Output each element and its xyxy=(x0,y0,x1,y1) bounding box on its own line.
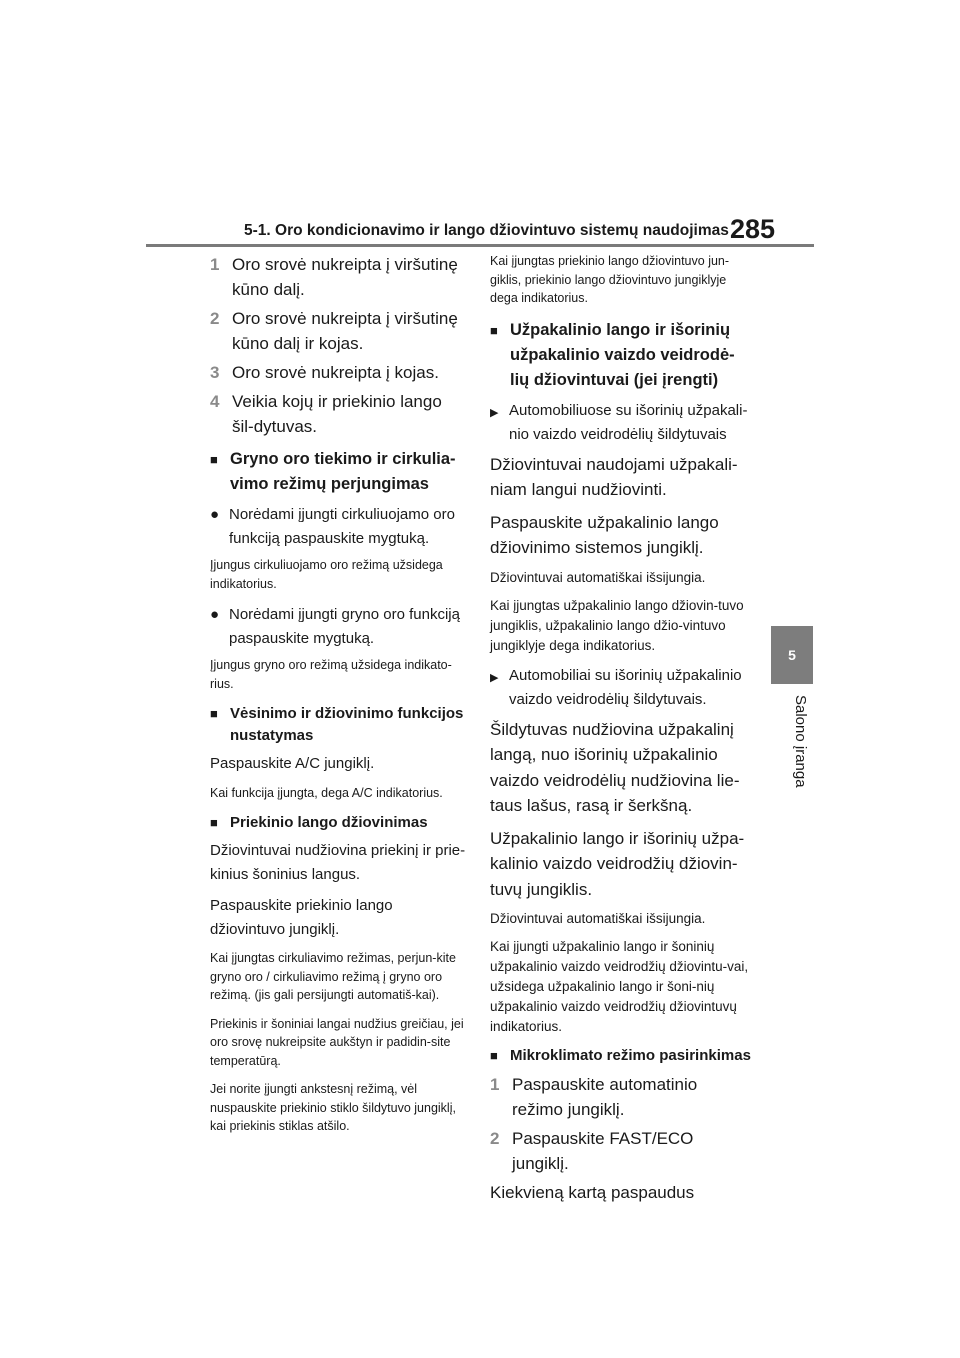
square-bullet-icon: ■ xyxy=(210,815,218,830)
chapter-tab: 5 xyxy=(771,626,813,684)
body-text: Paspauskite A/C jungiklį. xyxy=(210,755,375,772)
note-text: Džiovintuvai automatiškai išsijungia. xyxy=(490,911,706,926)
body-text: Paspauskite priekinio lango džiovintuvo jungiklį. xyxy=(210,897,393,938)
round-bullet-icon: ● xyxy=(210,506,220,523)
numbered-item xyxy=(210,389,468,439)
numbered-item xyxy=(490,1126,752,1176)
note-text: Kai įjungtas cirkuliavimo režimas, perjun-kite gryno oro / cirkuliavimo režimą į gryno oro režimą. (jis gali persijungti automatiš-kai). xyxy=(210,951,456,1002)
numbered-item xyxy=(210,252,468,302)
note-text: Įjungus cirkuliuojamo oro režimą užsidega indikatorius. xyxy=(210,558,443,591)
step-text: Paspauskite FAST/ECO jungiklį. xyxy=(512,1129,694,1173)
section-title: Gryno oro tiekimo ir cirkulia-vimo režimų perjungimas xyxy=(230,450,456,493)
step-text: Veikia kojų ir priekinio lango šil-dytuvas. xyxy=(232,392,442,436)
section-header-title: 5-1. Oro kondicionavimo ir lango džiovintuvo sistemų naudojimas xyxy=(244,222,729,239)
arrow-text: Automobiliuose su išorinių užpakali-nio vaizdo veidrodėlių šildytuvais xyxy=(509,401,748,443)
triangle-arrow-icon: ▶ xyxy=(490,671,499,684)
step-text: Paspauskite automatinio režimo jungiklį. xyxy=(512,1075,698,1119)
square-bullet-icon: ■ xyxy=(490,322,498,338)
step-text: Oro srovė nukreipta į kojas. xyxy=(232,363,439,382)
step-number: 1 xyxy=(490,1075,500,1094)
section-title: Mikroklimato režimo pasirinkimas xyxy=(510,1047,751,1064)
body-text: Užpakalinio lango ir išorinių užpa-kalinio vaizdo veidrodžių džiovin-tuvų jungiklis. xyxy=(490,828,745,899)
step-text: Oro srovė nukreipta į viršutinę kūno dalį. xyxy=(232,255,458,299)
step-text: Oro srovė nukreipta į viršutinę kūno dalį ir kojas. xyxy=(232,309,458,353)
section-heading xyxy=(490,318,752,393)
triangle-arrow-icon: ▶ xyxy=(490,406,499,419)
chapter-label: Salono įranga xyxy=(792,695,809,788)
left-column xyxy=(210,252,468,1146)
step-number: 4 xyxy=(210,392,220,411)
section-heading xyxy=(210,812,468,834)
bullet-item xyxy=(210,503,468,551)
step-number: 3 xyxy=(210,363,220,382)
page-number: 285 xyxy=(730,214,776,244)
note-text: Priekinis ir šoniniai langai nudžius greičiau, jei oro srovę nukreipsite aukštyn ir padidin-site temperatūrą. xyxy=(210,1016,464,1068)
bullet-text: Norėdami įjungti cirkuliuojamo oro funkciją paspauskite mygtuką. xyxy=(229,506,455,547)
right-column xyxy=(490,252,752,1213)
note-text: Jei norite įjungti ankstesnį režimą, vėl nuspauskite priekinio stiklo šildytuvo jungiklį, kai priekinis stiklas atšilo. xyxy=(210,1082,456,1133)
square-bullet-icon: ■ xyxy=(210,706,218,721)
section-title: Užpakalinio lango ir išorinių užpakalinio vaizdo veidrodė-lių džiovintuvai (jei įrengti) xyxy=(510,320,735,389)
arrow-text: Automobiliai su išorinių užpakalinio vaizdo veidrodėlių šildytuvais. xyxy=(509,666,742,708)
body-text: Kiekvieną kartą paspaudus xyxy=(490,1183,695,1202)
step-number: 2 xyxy=(490,1129,500,1148)
step-number: 2 xyxy=(210,309,220,328)
body-text: Džiovintuvai nudžiovina priekinį ir prie-kinius šoninius langus. xyxy=(210,842,466,883)
round-bullet-icon: ● xyxy=(210,606,220,623)
note-text: Kai įjungtas užpakalinio lango džiovin-tuvo jungiklis, užpakalinio lango džio-vintuvo jungiklyje dega indikatorius. xyxy=(490,597,744,653)
note-text: Kai įjungti užpakalinio lango ir šoninių užpakalinio vaizdo veidrodžių džiovintu-vai, užsidega užpakalinio lango ir šoni-nių užpakalinio vaizdo veidrodžių džiovintuvų indikatorius. xyxy=(490,939,749,1034)
header-divider xyxy=(146,244,814,247)
section-heading xyxy=(210,447,468,497)
numbered-item xyxy=(210,306,468,356)
body-text: Džiovintuvai naudojami užpakali-niam langui nudžiovinti. xyxy=(490,454,738,499)
note-text: Kai įjungtas priekinio lango džiovintuvo jun-giklis, priekinio lango džiovintuvo jungiklyje dega indikatorius. xyxy=(490,254,730,305)
note-text: Kai funkcija įjungta, dega A/C indikatorius. xyxy=(210,785,443,800)
section-title: Priekinio lango džiovinimas xyxy=(230,814,428,831)
section-heading xyxy=(490,1045,752,1067)
numbered-item xyxy=(210,360,468,385)
body-text: Šildytuvas nudžiovina užpakalinį langą, nuo išorinių užpakalinio vaizdo veidrodėlių nudžiovina lie-taus lašus, rasą ir šerkšną. xyxy=(490,719,740,815)
arrow-item xyxy=(490,399,752,447)
bullet-item xyxy=(210,603,468,651)
square-bullet-icon: ■ xyxy=(490,1048,498,1063)
section-heading xyxy=(210,703,468,747)
bullet-text: Norėdami įjungti gryno oro funkciją paspauskite mygtuką. xyxy=(229,606,460,647)
section-title: Vėsinimo ir džiovinimo funkcijos nustatymas xyxy=(230,705,464,744)
numbered-item xyxy=(490,1072,752,1122)
arrow-item xyxy=(490,664,752,712)
step-number: 1 xyxy=(210,255,220,274)
body-text: Paspauskite užpakalinio lango džiovinimo sistemos jungiklį. xyxy=(490,512,719,557)
note-text: Įjungus gryno oro režimą užsidega indikato-rius. xyxy=(210,658,452,691)
square-bullet-icon: ■ xyxy=(210,452,218,467)
note-text: Džiovintuvai automatiškai išsijungia. xyxy=(490,569,706,585)
